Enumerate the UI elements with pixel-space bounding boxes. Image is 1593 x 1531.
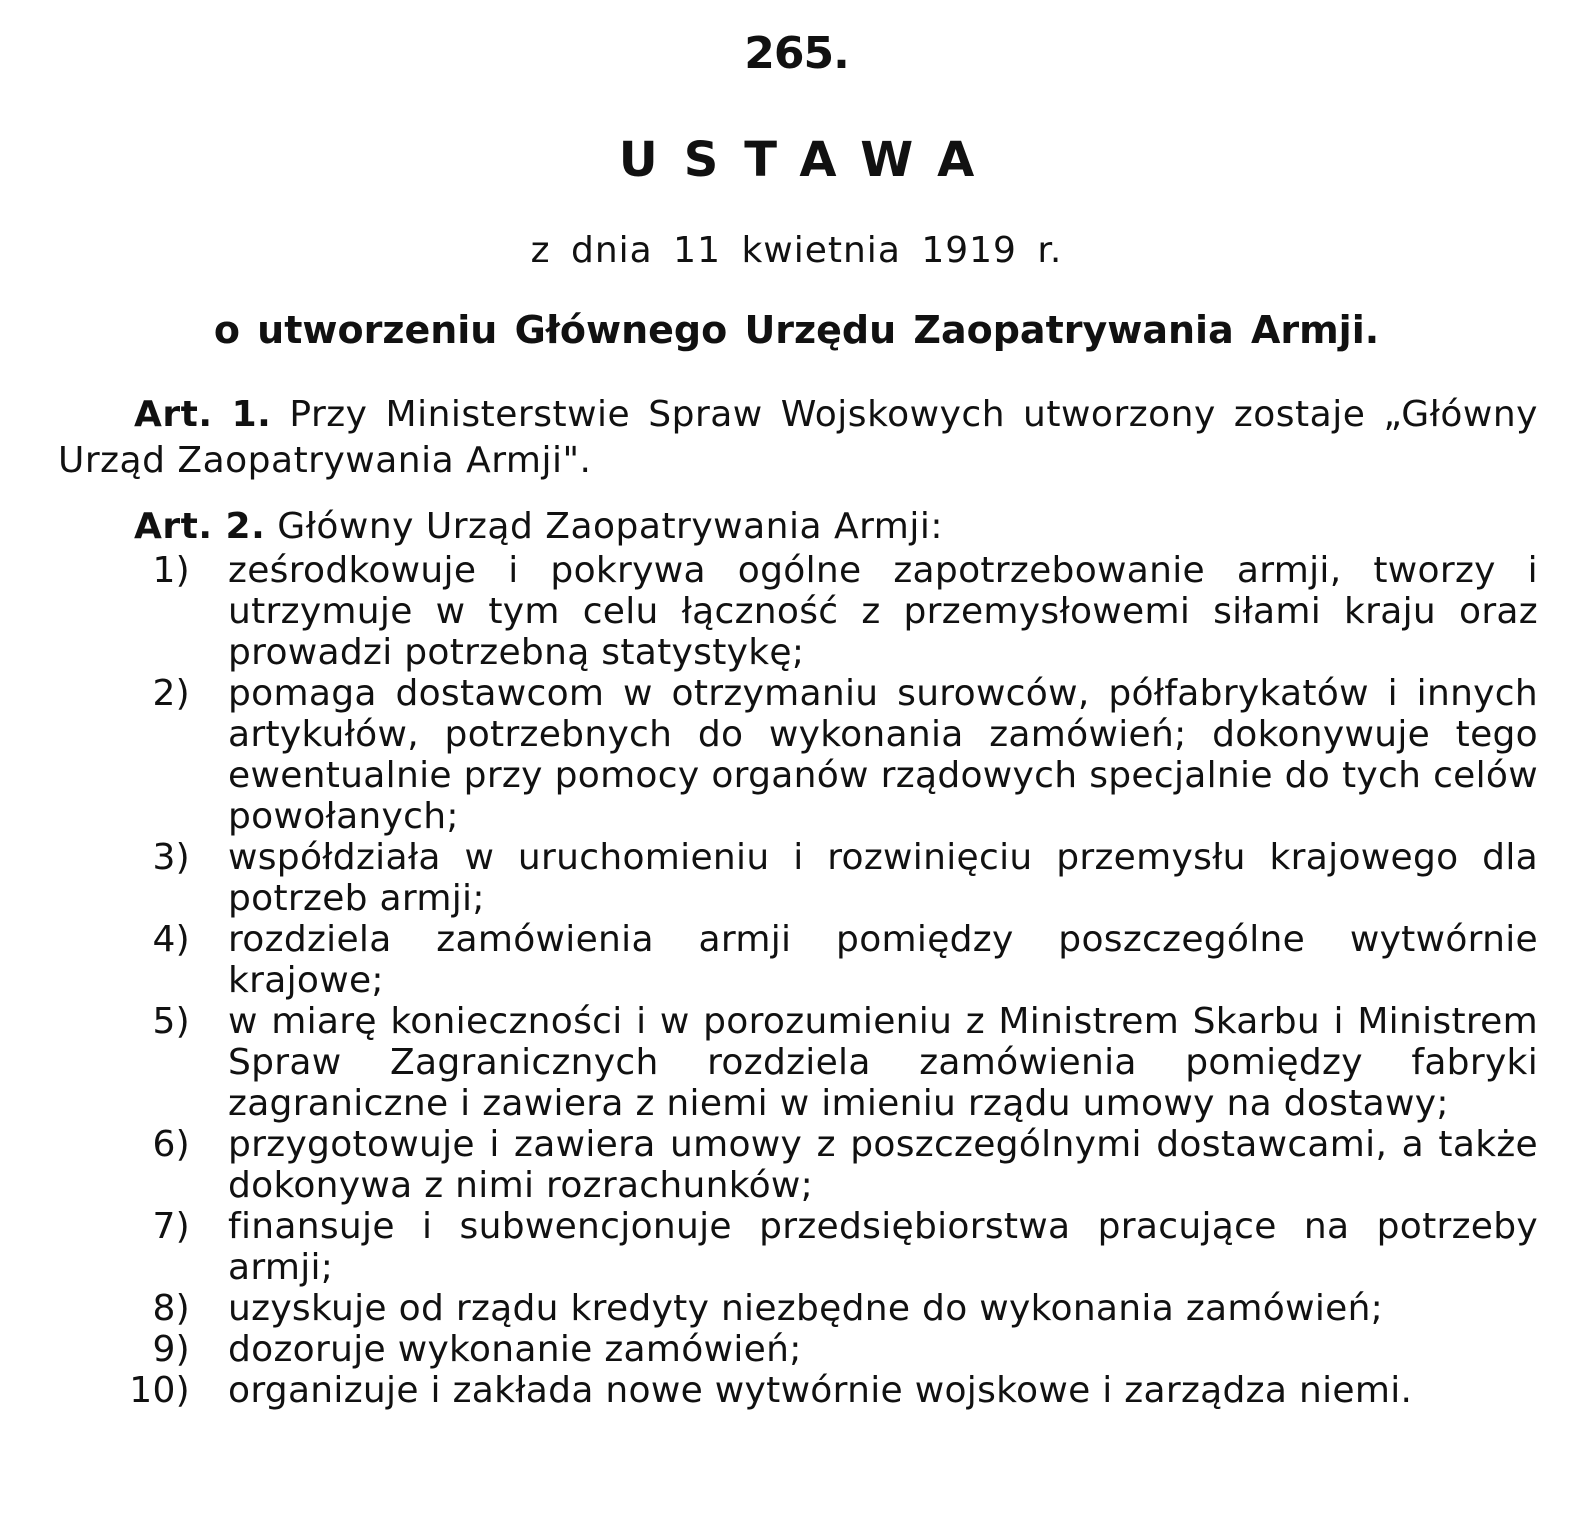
- document-subject: o utworzeniu Głównego Urzędu Zaopatrywania Armji.: [213, 308, 1380, 352]
- item-text: rozdziela zamówienia armji pomiędzy poszczególne wytwórnie krajowe;: [228, 919, 1538, 1001]
- article-1-label: Art. 1.: [134, 394, 272, 435]
- item-number: 10): [129, 1370, 190, 1411]
- item-text: przygotowuje i zawiera umowy z poszczególnymi dostawcami, a także dokonywa z nimi rozrachunków;: [228, 1124, 1538, 1206]
- act-number: 265.: [744, 28, 849, 79]
- item-text: organizuje i zakłada nowe wytwórnie wojskowe i zarządza niemi.: [228, 1370, 1413, 1411]
- list-item: [110, 919, 1538, 1001]
- item-number: 7): [152, 1206, 190, 1247]
- list-item: [110, 1001, 1538, 1124]
- item-text: współdziała w uruchomieniu i rozwinięciu przemysłu krajowego dla potrzeb armji;: [228, 837, 1538, 919]
- list-item: [110, 1288, 1538, 1329]
- item-number: 3): [152, 837, 190, 878]
- item-number: 4): [152, 919, 190, 960]
- document-title: USTAWA: [618, 132, 1001, 188]
- list-item: [110, 1329, 1538, 1370]
- article-2-text: Główny Urząd Zaopatrywania Armji:: [277, 506, 943, 547]
- item-text: w miarę konieczności i w porozumieniu z Ministrem Skarbu i Ministrem Spraw Zagranicznych rozdziela zamówienia pomiędzy fabryki zagraniczne i zawiera z niemi w imieniu rządu umowy na dostawy;: [228, 1001, 1538, 1124]
- item-text: pomaga dostawcom w otrzymaniu surowców, półfabrykatów i innych artykułów, potrzebnych do wykonania zamówień; dokonywuje tego ewentualnie przy pomocy organów rządowych specjalnie do tych celów powołanych;: [228, 673, 1538, 837]
- article-1: [58, 392, 1538, 484]
- item-text: uzyskuje od rządu kredyty niezbędne do wykonania zamówień;: [228, 1288, 1384, 1329]
- item-number: 8): [152, 1288, 190, 1329]
- list-item: [110, 1124, 1538, 1206]
- list-item: [110, 673, 1538, 837]
- article-1-text: Przy Ministerstwie Spraw Wojskowych utworzony zostaje „Główny Urząd Zaopatrywania Armji".: [58, 394, 1538, 481]
- article-2-heading: [134, 504, 943, 550]
- item-text: finansuje i subwencjonuje przedsiębiorstwa pracujące na potrzeby armji;: [228, 1206, 1538, 1288]
- list-item: [110, 1206, 1538, 1288]
- article-2-label: Art. 2.: [134, 506, 266, 547]
- item-number: 1): [152, 550, 190, 591]
- document-date: z dnia 11 kwietnia 1919 r.: [530, 230, 1063, 271]
- item-number: 9): [152, 1329, 190, 1370]
- item-number: 2): [152, 673, 190, 714]
- list-item: [110, 550, 1538, 673]
- item-number: 6): [152, 1124, 190, 1165]
- list-item: [110, 837, 1538, 919]
- item-text: ześrodkowuje i pokrywa ogólne zapotrzebowanie armji, tworzy i utrzymuje w tym celu łączność z przemysłowemi siłami kraju oraz prowadzi potrzebną statystykę;: [228, 550, 1538, 673]
- list-item: [110, 1370, 1538, 1411]
- item-number: 5): [152, 1001, 190, 1042]
- article-2-list: [110, 550, 1538, 1411]
- item-text: dozoruje wykonanie zamówień;: [228, 1329, 802, 1370]
